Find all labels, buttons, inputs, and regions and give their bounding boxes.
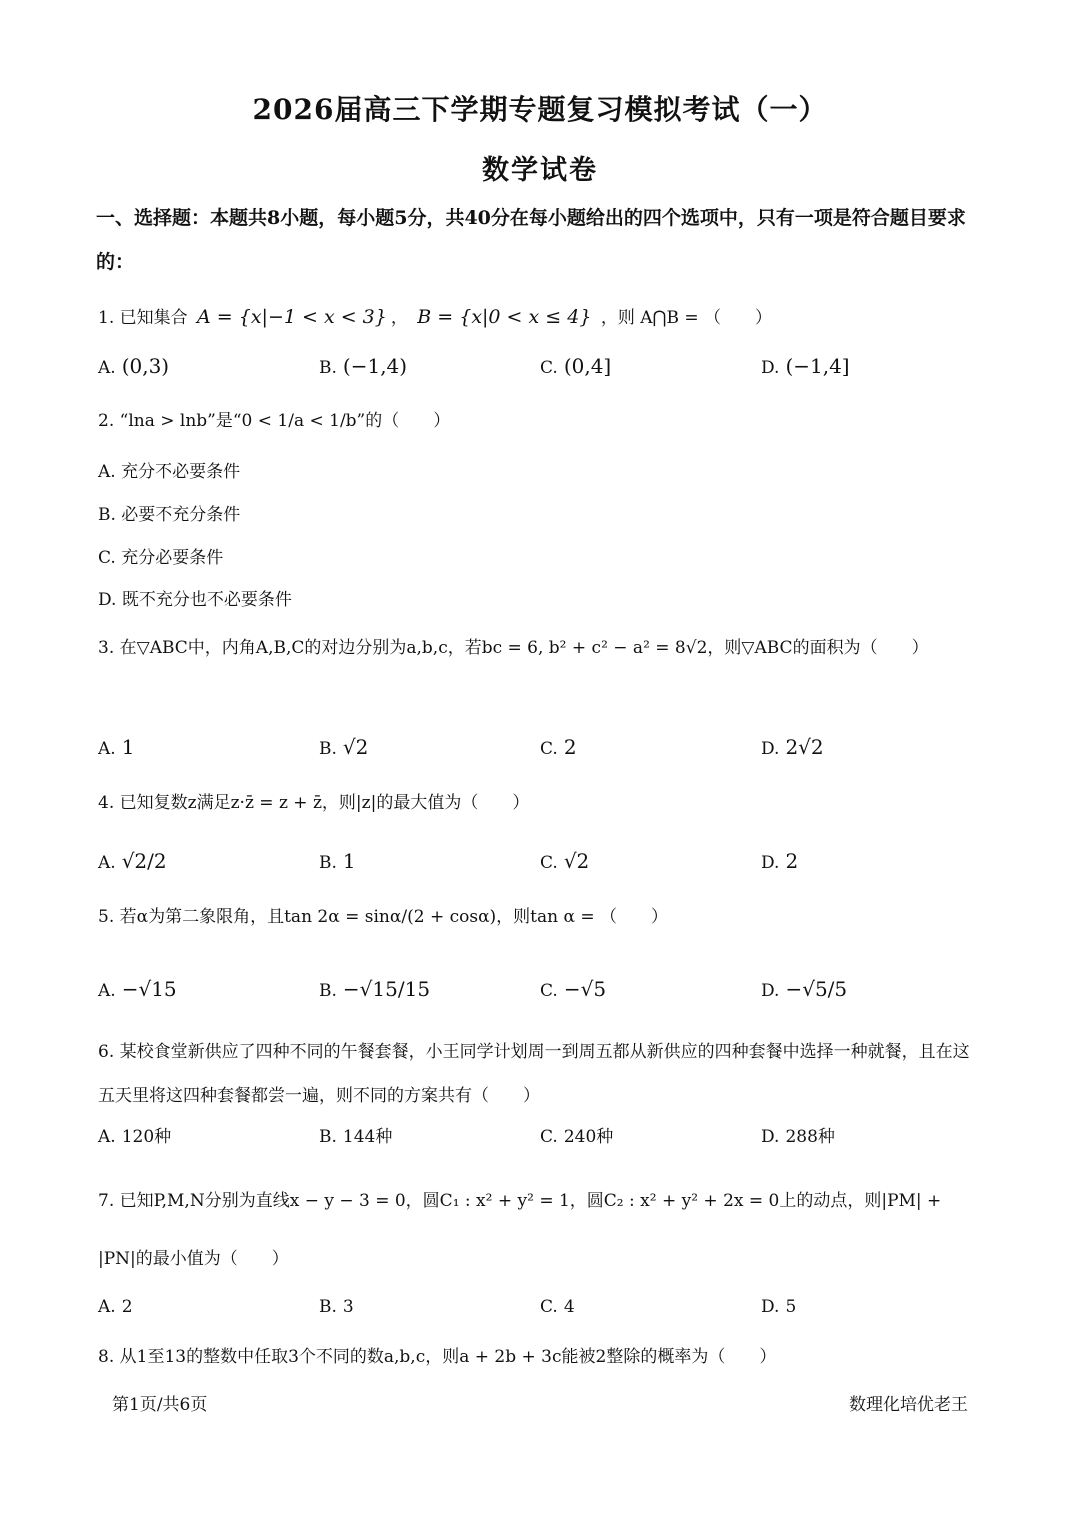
question-7: 7. 已知P,M,N分别为直线x − y − 3 = 0，圆C₁ : x² + y² = 1，圆C₂ : x² + y² + 2x = 0上的动点，则|PM| + |PN|的最小值为（ ） [98, 1191, 942, 1269]
q3-option-c[interactable] [540, 724, 577, 772]
option-label: C. [540, 358, 558, 378]
option-label: C. [540, 853, 558, 873]
option-value: −√5/5 [785, 977, 848, 1001]
option-label: B. [319, 853, 337, 873]
option-label: B. [319, 1127, 337, 1147]
option-value: 288种 [785, 1127, 835, 1147]
question-4: 4. 已知复数z满足z·z̄ = z + z̄，则|z|的最大值为（ ） [98, 793, 530, 813]
option-label: D. [761, 358, 780, 378]
q3-options [98, 724, 978, 770]
q6-options [98, 1114, 978, 1160]
q4-option-d[interactable] [761, 838, 798, 886]
option-value: 144种 [342, 1127, 393, 1147]
exam-title: 2026届高三下学期专题复习模拟考试（一） [252, 93, 828, 126]
q2-option-c[interactable]: C. 充分必要条件 [98, 548, 224, 568]
option-label: C. [540, 1127, 558, 1147]
q5-option-d[interactable] [761, 966, 847, 1014]
q6-option-b[interactable] [319, 1114, 392, 1160]
source-label: 数理化培优老王 [849, 1395, 968, 1415]
q2-option-a[interactable]: A. 充分不必要条件 [98, 462, 241, 482]
option-value: 2 [121, 1297, 133, 1317]
option-label: A. [98, 981, 116, 1001]
option-value: −√5 [563, 977, 607, 1001]
q5-option-c[interactable] [540, 966, 606, 1014]
q5-option-a[interactable] [98, 966, 177, 1014]
q5-options [98, 966, 978, 1012]
option-value: √2 [342, 735, 369, 759]
option-value: 5 [785, 1297, 797, 1317]
q7-option-d[interactable] [761, 1284, 796, 1330]
option-label: B. [319, 981, 337, 1001]
option-value: −√15/15 [342, 977, 431, 1001]
option-label: D. [761, 981, 780, 1001]
option-label: A. [98, 358, 116, 378]
q3-option-d[interactable] [761, 724, 824, 772]
q1-suffix: ，则 A⋂B = （ ） [600, 308, 772, 328]
section-heading: 一、选择题：本题共8小题，每小题5分，共40分在每小题给出的四个选项中，只有一项是符合题目要求的： [96, 207, 966, 273]
question-1: 1. 已知集合 A = {x|−1 < x < 3} ， B = {x|0 < x ≤ 4} ，则 A⋂B = （ ） [98, 306, 772, 328]
option-label: C. [540, 1297, 558, 1317]
question-3: 3. 在▽ABC中，内角A,B,C的对边分别为a,b,c，若bc = 6, b² + c² − a² = 8√2，则▽ABC的面积为（ ） [98, 638, 929, 658]
exam-subtitle: 数学试卷 [482, 155, 598, 186]
q3-option-b[interactable] [319, 724, 368, 772]
question-6: 6. 某校食堂新供应了四种不同的午餐套餐，小王同学计划周一到周五都从新供应的四种套餐中选择一种就餐，且在这五天里将这四种套餐都尝一遍，则不同的方案共有（ ） [98, 1042, 970, 1106]
option-value: (0,3) [121, 354, 170, 378]
option-value: (0,4] [563, 354, 612, 378]
option-label: C. [540, 739, 558, 759]
q5-option-b[interactable] [319, 966, 430, 1014]
option-value: √2 [563, 849, 590, 873]
option-value: 2 [563, 735, 577, 759]
option-value: −√15 [121, 977, 177, 1001]
option-value: 2√2 [785, 735, 824, 759]
option-label: B. [319, 358, 337, 378]
q1-prefix: 1. 已知集合 [98, 308, 188, 328]
q4-options [98, 838, 978, 884]
option-label: A. [98, 1297, 116, 1317]
option-label: D. [761, 739, 780, 759]
q7-option-c[interactable] [540, 1284, 575, 1330]
q1-set-b: B = {x|0 < x ≤ 4} [417, 306, 592, 328]
q1-option-d[interactable] [761, 343, 850, 391]
q1-option-c[interactable] [540, 343, 611, 391]
q1-options [98, 343, 978, 389]
option-value: 1 [121, 735, 135, 759]
q4-option-c[interactable] [540, 838, 589, 886]
option-value: 120种 [121, 1127, 172, 1147]
option-label: B. [319, 739, 337, 759]
option-label: D. [761, 1297, 780, 1317]
option-label: A. [98, 739, 116, 759]
q4-option-b[interactable] [319, 838, 356, 886]
q1-set-a: A = {x|−1 < x < 3} [197, 306, 387, 328]
option-label: A. [98, 853, 116, 873]
option-label: D. [761, 1127, 780, 1147]
page-number: 第1页/共6页 [112, 1395, 208, 1415]
question-2: 2. “lna > lnb”是“0 < 1/a < 1/b”的（ ） [98, 411, 451, 431]
q7-options [98, 1284, 978, 1330]
option-value: 3 [342, 1297, 354, 1317]
q7-option-a[interactable] [98, 1284, 133, 1330]
q6-option-d[interactable] [761, 1114, 835, 1160]
q6-option-a[interactable] [98, 1114, 171, 1160]
q4-option-a[interactable] [98, 838, 167, 886]
q1-option-a[interactable] [98, 343, 169, 391]
option-value: (−1,4] [785, 354, 850, 378]
q2-option-d[interactable]: D. 既不充分也不必要条件 [98, 590, 292, 610]
option-label: A. [98, 1127, 116, 1147]
option-value: (−1,4) [342, 354, 408, 378]
question-8: 8. 从1至13的整数中任取3个不同的数a,b,c，则a + 2b + 3c能被2整除的概率为（ ） [98, 1347, 777, 1367]
q6-option-c[interactable] [540, 1114, 613, 1160]
option-value: 4 [563, 1297, 575, 1317]
option-value: 1 [342, 849, 356, 873]
q3-option-a[interactable] [98, 724, 134, 772]
option-value: 240种 [563, 1127, 614, 1147]
option-value: √2/2 [121, 849, 167, 873]
q2-option-b[interactable]: B. 必要不充分条件 [98, 505, 241, 525]
q7-option-b[interactable] [319, 1284, 354, 1330]
q1-option-b[interactable] [319, 343, 407, 391]
option-label: D. [761, 853, 780, 873]
option-label: B. [319, 1297, 337, 1317]
question-5: 5. 若α为第二象限角，且tan 2α = sinα/(2 + cosα)，则tan α = （ ） [98, 907, 669, 927]
option-label: C. [540, 981, 558, 1001]
option-value: 2 [785, 849, 799, 873]
